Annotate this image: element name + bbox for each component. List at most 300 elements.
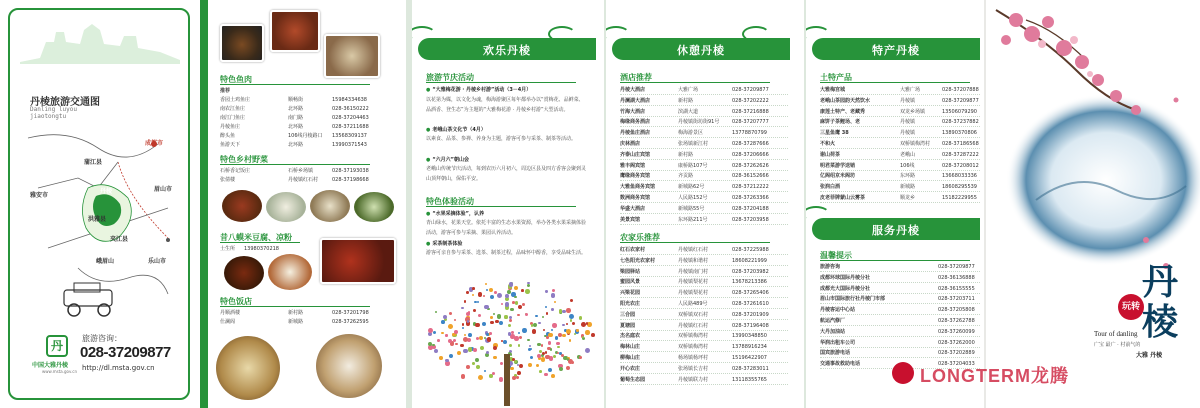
hotel-row: 梅缘商务酒店 丹棱镇街坊街91号 028-37207777 [620, 118, 788, 127]
tree-leaf-dot [536, 364, 539, 367]
tree-leaf-dot [490, 295, 494, 299]
specialty-row: 皮老菲牌蒙山云雾茶 顺龙乡 15182229955 [820, 194, 980, 203]
tree-leaf-dot [554, 301, 556, 303]
tree-leaf-dot [555, 336, 558, 339]
table-row: 张倩楼 丹棱镇红石村 028-37198668 [220, 177, 369, 183]
tree-leaf-dot [503, 340, 507, 344]
watermark-logo-icon [892, 362, 914, 384]
section-rule [820, 82, 970, 83]
tree-leaf-dot [478, 375, 483, 380]
farm-row: 开心农庄 张场镇长吉村 028-37283011 [620, 365, 788, 374]
specialty-row: 三星鱼鹰 38 丹棱镇 13890370806 [820, 129, 980, 138]
tree-leaf-dot [480, 346, 484, 350]
tree-leaf-dot [477, 301, 479, 303]
tree-leaf-dot [468, 347, 472, 351]
stamp-seal: 玩转 [1118, 294, 1144, 320]
tree-leaf-dot [521, 289, 524, 292]
tree-leaf-dot [552, 289, 555, 292]
tree-trunk [504, 354, 510, 406]
tree-leaf-dot [428, 332, 432, 336]
tree-leaf-dot [497, 314, 502, 319]
tree-leaf-dot [566, 308, 571, 313]
specialty-row: 康莲土特产、老藏秀 双龙乡场镇 13506079290 [820, 108, 980, 117]
tree-leaf-dot [545, 306, 547, 308]
food-photo-tofu2 [268, 254, 312, 290]
tree-leaf-dot [591, 333, 595, 337]
tree-leaf-dot [528, 348, 531, 351]
section-title-experience: 特色体验活动 [426, 197, 474, 206]
tree-leaf-dot [484, 305, 488, 309]
map-label-emeishan: 峨眉山 [96, 258, 115, 265]
festival-item: ● 老峨山茶文化节（4月） [426, 126, 486, 134]
panel-specialty-service [806, 0, 984, 408]
tree-leaf-dot [551, 374, 555, 378]
hotline-label: 旅游咨询： [82, 334, 122, 343]
tree-leaf-dot [538, 322, 541, 325]
tree-leaf-dot [489, 288, 493, 292]
tree-leaf-dot [539, 370, 542, 373]
tree-leaf-dot [499, 377, 504, 382]
tree-leaf-dot [432, 344, 434, 346]
tree-leaf-dot [562, 324, 565, 327]
hotel-row: 丹澜湖大酒店 新村路 028-37202222 [620, 97, 788, 106]
hotel-row: 竹海大酒店 滨湖大道 028-37216888 [620, 108, 788, 117]
table-row: 丹棱鱼庄 北环路 028-37211688 [220, 124, 369, 130]
tree-leaf-dot [476, 365, 480, 369]
tree-leaf-dot [528, 363, 532, 367]
tree-leaf-dot [542, 316, 544, 318]
tree-leaf-dot [460, 344, 464, 348]
experience-desc: 青山绿水，花果天堂。依托丰富的生态水果资源，举办各类水果采摘体验活动，游客可参与采摘、果园认养活动。 [426, 220, 587, 236]
tree-leaf-dot [551, 293, 555, 297]
food-photo-stew [270, 10, 320, 52]
tree-leaf-dot [514, 286, 518, 290]
tree-leaf-dot [437, 339, 440, 342]
tree-leaf-dot [566, 329, 571, 334]
food-photo-veg2 [266, 192, 306, 222]
farm-row: 夏塘园 丹棱镇红石村 028-37196408 [620, 322, 788, 331]
tree-leaf-dot [445, 361, 449, 365]
festival-item: ● “六月六”朝山会 [426, 156, 469, 164]
tour-title: Tour of danling [1094, 330, 1138, 338]
tree-leaf-dot [532, 329, 536, 333]
tree-leaf-dot [486, 289, 488, 291]
tree-leaf-dot [512, 376, 516, 380]
section-title-fish: 特色鱼肉 [220, 75, 252, 84]
panel-map [0, 0, 200, 408]
hotel-row: 数洲商务宾馆 人民路152号 028-37263366 [620, 194, 788, 203]
section-rule [820, 260, 970, 261]
tree-leaf-dot [545, 355, 549, 359]
tree-leaf-dot [473, 348, 477, 352]
tree-leaf-dot [562, 334, 566, 338]
tree-leaf-dot [553, 355, 556, 358]
specialty-row: 谢山荷茶 老峨山 028-37287222 [820, 151, 979, 158]
fish-header: 推荐 [220, 88, 231, 94]
hotel-row: 庆林酒店 张场镇新江村 028-37287666 [620, 140, 788, 149]
tree-leaf-dot [517, 314, 519, 316]
tree-leaf-dot [478, 292, 483, 297]
experience-item: ● “水果采摘体验”，认养 [426, 210, 484, 218]
tree-leaf-dot [441, 320, 445, 324]
tree-leaf-dot [467, 320, 469, 322]
festival-desc: 以花第为媒，以文化为魂，梅海游聚区每年都举办以“赏梅花、品鲜菜、品酒香、登生态”为主题的“大雅梅花游 · 丹棱乡村游”大型活动。 [426, 97, 584, 113]
section-rule [220, 242, 300, 243]
farm-row: 杰名庭农 双桥镇梅湾村 13990348850 [620, 332, 788, 341]
tree-leaf-dot [466, 365, 470, 369]
tree-leaf-dot [486, 351, 489, 354]
tree-leaf-dot [501, 303, 503, 305]
tree-leaf-dot [445, 334, 447, 336]
tree-leaf-dot [454, 330, 458, 334]
tree-leaf-dot [510, 308, 513, 311]
festival-desc: 以素食、品茶、参禅、养身为主题，游客可参与采茶、制茶等活动。 [426, 136, 577, 142]
food-photo-fish [220, 24, 264, 62]
tree-leaf-dot [556, 342, 559, 345]
tree-leaf-dot [482, 322, 486, 326]
hotel-row: 齐泰山庄宾馆 新村路 028-37206666 [620, 151, 788, 160]
section-title-specialty: 土特产品 [820, 73, 852, 82]
map-label-meishan: 眉山市 [154, 186, 173, 193]
tree-leaf-dot [505, 294, 509, 298]
tree-leaf-dot [483, 295, 485, 297]
tree-leaf-dot [543, 329, 545, 331]
tree-leaf-dot [559, 367, 563, 371]
swirl-right-icon [742, 26, 770, 42]
festival-item: ● “大雅梅花游 · 丹棱乡村游”活动（3－4月） [426, 86, 531, 94]
food-photo-table [324, 34, 380, 78]
tree-leaf-dot [493, 346, 497, 350]
brand-logo-icon: 丹 [46, 335, 68, 357]
tree-leaf-dot [522, 303, 525, 306]
tree-leaf-dot [455, 343, 458, 346]
map-title: 丹棱旅游交通图 [30, 97, 100, 108]
tree-leaf-dot [527, 284, 531, 288]
tree-leaf-dot [516, 376, 519, 379]
service-row: 大丹加油站 028-37260099 [820, 328, 980, 337]
tree-leaf-dot [509, 316, 512, 319]
jeep-icon [56, 280, 126, 320]
panel-food [208, 0, 406, 408]
service-row: 华润出租车公司 028-37262000 [820, 339, 980, 348]
tree-leaf-dot [448, 339, 452, 343]
tree-leaf-dot [546, 336, 549, 339]
swirl-right-icon [548, 26, 576, 42]
tree-leaf-dot [514, 336, 518, 340]
food-photo-veg1 [222, 190, 262, 222]
tree-leaf-dot [499, 321, 504, 326]
tree-leaf-dot [533, 323, 537, 327]
tree-leaf-dot [557, 346, 559, 348]
food-photo-dish [320, 238, 396, 284]
map-title-pinyin: Danling luyou jiaotongtu [30, 106, 77, 120]
experience-desc: 游客可亲自参与采茶、选茶、制茶过程，品味怀中醇香，享受品味生活。 [426, 250, 587, 256]
tour-subtitle: 广宝 最广 · 村前气的 [1094, 342, 1141, 348]
tree-leaf-dot [525, 289, 530, 294]
tree-leaf-dot [518, 305, 522, 309]
tree-leaf-dot [493, 313, 496, 316]
section-title-hotels: 酒店推荐 [620, 73, 652, 82]
tree-leaf-dot [449, 354, 453, 358]
section-title-farms: 农家乐推荐 [620, 233, 660, 242]
tree-leaf-dot [527, 339, 530, 342]
tree-leaf-dot [545, 290, 547, 292]
farm-row: 梅林山庄 双桥镇梅湾村 13788916234 [620, 343, 788, 352]
table-row: 鱼游天下 北环路 13990371543 [220, 142, 367, 148]
tree-leaf-dot [566, 366, 570, 370]
table-row: 丹顺酒楼 新村路 028-37201798 [220, 310, 369, 316]
map-label-danling: 丹棱 [100, 188, 113, 195]
tree-leaf-dot [576, 329, 578, 331]
tree-leaf-dot [464, 300, 467, 303]
tree-leaf-dot [541, 344, 543, 346]
farm-row: 葡萄生态园 丹棱镇联力村 13118355765 [620, 376, 788, 385]
tree-leaf-dot [472, 287, 475, 290]
tree-leaf-dot [550, 348, 552, 350]
section-title-restaurant: 特色饭店 [220, 297, 252, 306]
table-row: 香园土鸡鱼庄 顺畅街 15984334638 [220, 97, 367, 103]
tree-leaf-dot [530, 356, 533, 359]
tree-leaf-dot [552, 323, 557, 328]
tree-leaf-dot [433, 331, 436, 334]
tree-leaf-dot [505, 302, 510, 307]
tree-leaf-dot [484, 370, 486, 372]
tree-leaf-dot [551, 329, 553, 331]
specialty-row: 明君菜游学送销 106线 028-37208012 [820, 162, 979, 169]
tree-leaf-dot [517, 364, 519, 366]
banner-specialty: 特产丹棱 [812, 38, 980, 60]
tree-leaf-dot [468, 311, 470, 313]
tree-leaf-dot [428, 328, 433, 333]
specialty-row: 张润白酒 新城路 18608295539 [820, 183, 980, 192]
hotline-number[interactable]: 028-37209877 [80, 344, 171, 361]
cover-calligraphy: 丹棱 [1142, 261, 1179, 343]
section-title-wildveg: 特色乡村野菜 [220, 155, 268, 164]
tree-leaf-dot [551, 308, 554, 311]
tree-leaf-dot [462, 327, 464, 329]
tree-leaf-dot [445, 359, 448, 362]
tree-leaf-dot [449, 312, 452, 315]
tree-leaf-dot [566, 323, 568, 325]
tree-leaf-dot [428, 342, 432, 346]
food-photo-veg4 [354, 192, 394, 222]
hotel-row: 雅丰阁宾馆 康桥路107号 028-37262626 [620, 162, 788, 171]
food-photo-noodles [216, 336, 280, 400]
table-row: 土生所 13980370218 [220, 246, 279, 252]
tree-leaf-dot [509, 344, 512, 347]
service-row: 交通事故救助电话 028-37204033 [820, 360, 980, 369]
cover-illustration [986, 0, 1200, 408]
swirl-left-icon [606, 26, 630, 42]
service-row: 成都光大国际丹棱分社 028-36155555 [820, 285, 980, 294]
farm-row: 柳梅山庄 杨场镇杨坪村 15196422907 [620, 354, 788, 363]
tree-leaf-dot [454, 319, 457, 322]
tree-leaf-dot [441, 332, 443, 334]
hotel-row: 大雅鱼商务宾馆 新城路62号 028-37212222 [620, 183, 788, 192]
tree-leaf-dot [485, 283, 487, 285]
tree-leaf-dot [472, 294, 474, 296]
farm-row: 七色阳光农家村 丹棱镇和谐村 18608221999 [620, 257, 788, 266]
tree-leaf-dot [509, 282, 513, 286]
tree-leaf-dot [518, 344, 520, 346]
map-label-yaan: 雅安市 [30, 192, 49, 199]
tree-leaf-dot [572, 322, 575, 325]
tree-leaf-dot [546, 312, 549, 315]
food-photo-tofu1 [224, 256, 264, 290]
tree-leaf-dot [571, 361, 574, 364]
tree-leaf-dot [448, 324, 453, 329]
table-row: 南江门鱼庄 南门路 028-37204463 [220, 115, 369, 121]
specialty-row: 大雅梅宫城 大雅广场 028-37207888 [820, 87, 979, 93]
tree-leaf-dot [434, 349, 438, 353]
tree-leaf-dot [474, 301, 477, 304]
tree-leaf-dot [457, 351, 461, 355]
tree-leaf-dot [475, 323, 480, 328]
tree-leaf-dot [478, 314, 481, 317]
food-photo-veg3 [310, 190, 350, 222]
tree-leaf-dot [472, 362, 475, 365]
tree-leaf-dot [439, 356, 443, 360]
tree-leaf-dot [461, 307, 463, 309]
banner-fun: 欢乐丹棱 [418, 38, 596, 60]
food-photo-soup [316, 334, 382, 398]
tree-leaf-dot [490, 321, 493, 324]
tree-leaf-dot [453, 339, 456, 342]
tree-leaf-dot [462, 323, 464, 325]
tree-leaf-dot [464, 334, 466, 336]
tree-leaf-dot [463, 349, 467, 353]
tree-leaf-dot [515, 301, 518, 304]
tree-leaf-dot [492, 372, 496, 376]
map-label-hongya: 洪雅县 [88, 216, 107, 223]
tree-leaf-dot [525, 313, 528, 316]
map-label-jiajiang: 夹江县 [110, 236, 129, 243]
tree-leaf-dot [548, 341, 551, 344]
map-label-pujiang: 蒲江县 [84, 159, 103, 166]
tree-leaf-dot [468, 333, 472, 337]
green-fold-bar [200, 0, 208, 408]
map-label-leshan: 乐山市 [148, 258, 167, 265]
section-rule [220, 164, 370, 165]
tree-leaf-dot [544, 373, 548, 377]
tree-leaf-dot [500, 362, 503, 365]
website-link[interactable]: http://dl.msta.gov.cn [82, 364, 155, 372]
map-label-chengdu: 成都市 [145, 140, 164, 147]
tree-leaf-dot [585, 330, 589, 334]
tree-leaf-dot [475, 358, 479, 362]
tree-leaf-dot [497, 293, 502, 298]
section-rule [620, 242, 770, 243]
tree-leaf-dot [522, 328, 526, 332]
tree-leaf-dot [514, 296, 517, 299]
section-rule [220, 306, 370, 307]
farm-row: 三合园 双桥镇双石村 028-37201909 [620, 311, 788, 320]
tree-leaf-dot [579, 316, 582, 319]
tree-leaf-dot [512, 358, 515, 361]
banner-service: 服务丹棱 [812, 218, 980, 240]
service-row: 航运汽修厂 028-37262788 [820, 317, 980, 326]
experience-item: ● 采茶制茶体验 [426, 240, 462, 248]
table-row: 石桥香记饭庄 石桥乡场镇 028-37193038 [220, 168, 369, 174]
section-rule [220, 84, 370, 85]
tree-leaf-dot [569, 314, 574, 319]
festival-desc: 老峨山传统节庆活动，每到农历六月初六，周边区县及四方香客会聚到灵山顶拜朝山，保佑平安。 [426, 166, 587, 182]
tree-leaf-dot [527, 282, 529, 284]
skyline-illustration [20, 14, 180, 64]
farm-row: 红石农家村 丹棱镇红石村 028-37225988 [620, 246, 788, 255]
specialty-row: 老峨山茶园韵天然饮水 丹棱镇 028-37209877 [820, 97, 979, 104]
tree-leaf-dot [570, 319, 572, 321]
tree-leaf-dot [585, 348, 590, 353]
tree-leaf-dot [519, 364, 523, 368]
tree-leaf-dot [490, 316, 493, 319]
panel-rest [606, 0, 804, 408]
section-rule [426, 206, 576, 207]
tree-leaf-dot [508, 324, 511, 327]
section-title-service: 温馨提示 [820, 251, 852, 260]
table-row: 南农江鱼庄 北环路 028-36150222 [220, 106, 369, 112]
tree-leaf-dot [517, 371, 521, 375]
banner-rest: 休憩丹棱 [612, 38, 790, 60]
brand-subtext: www.msta.gov.cn [42, 369, 78, 374]
service-row: 旅游咨询 028-37209877 [820, 263, 980, 272]
farm-row: 梁园驿站 丹棱镇南门村 028-37203982 [620, 268, 788, 277]
hotel-row: 鹰缘商务宾馆 齐贡路 028-36152666 [620, 172, 788, 181]
tree-leaf-dot [486, 333, 488, 335]
hotel-row: 丹棱鱼庄酒店 梅海游景区 13778870799 [620, 129, 788, 138]
table-row: 仕澜阁 新城路 028-37262595 [220, 319, 369, 325]
tree-leaf-dot [519, 336, 523, 340]
decorative-tree [416, 274, 600, 406]
tree-leaf-dot [466, 291, 469, 294]
swirl-left-icon [412, 26, 436, 42]
brand-name: 中国大雅丹棱 [32, 362, 69, 369]
tree-leaf-dot [476, 337, 479, 340]
section-rule [620, 82, 770, 83]
hotel-row: 丹棱大酒店 大雅广场 028-37209877 [620, 86, 788, 95]
tree-leaf-dot [509, 319, 512, 322]
section-title-tofu: 昔八蟆米豆腐、凉粉 [220, 233, 292, 242]
specialty-row: 亿阁绍京米阁坊 东环路 13668033336 [820, 172, 980, 181]
farm-row: 兴梁花园 丹棱镇梨花村 028-37265406 [620, 289, 788, 298]
panel-cover [986, 0, 1200, 408]
tree-leaf-dot [461, 374, 465, 378]
panel-fun [412, 0, 604, 408]
tree-leaf-dot [435, 311, 437, 313]
tree-leaf-dot [493, 356, 497, 360]
swirl-left-icon [806, 206, 830, 222]
farm-row: 阳光农庄 人民路489号 028-37261610 [620, 300, 788, 309]
tree-leaf-dot [518, 332, 520, 334]
tree-leaf-dot [548, 368, 552, 372]
service-row: 眉山市国际旅行社丹棱门市部 028-37203711 [820, 295, 980, 304]
service-row: 丹棱客运中心站 028-37205808 [820, 306, 980, 315]
swirl-left-icon [806, 26, 830, 42]
tree-leaf-dot [479, 336, 483, 340]
specialty-row: 不和火 双桥镇梅湾村 028-37186568 [820, 141, 979, 147]
tree-leaf-dot [570, 299, 573, 302]
service-row: 国宾旅游电话 028-37202889 [820, 349, 980, 358]
table-row: 醉头鱼 106线丹棱路口 13568309137 [220, 133, 367, 139]
hotel-row: 华盛大酒店 新城路55号 028-37204188 [620, 205, 788, 214]
tree-leaf-dot [529, 345, 532, 348]
section-title-festivals: 旅游节庆活动 [426, 73, 474, 82]
tree-leaf-dot [473, 309, 476, 312]
tree-leaf-dot [487, 337, 492, 342]
service-row: 成都环球国际丹棱分社 028-36136888 [820, 274, 980, 283]
tree-leaf-dot [579, 356, 582, 359]
hotel-row: 美景宾馆 东环路211号 028-37203958 [620, 216, 788, 225]
